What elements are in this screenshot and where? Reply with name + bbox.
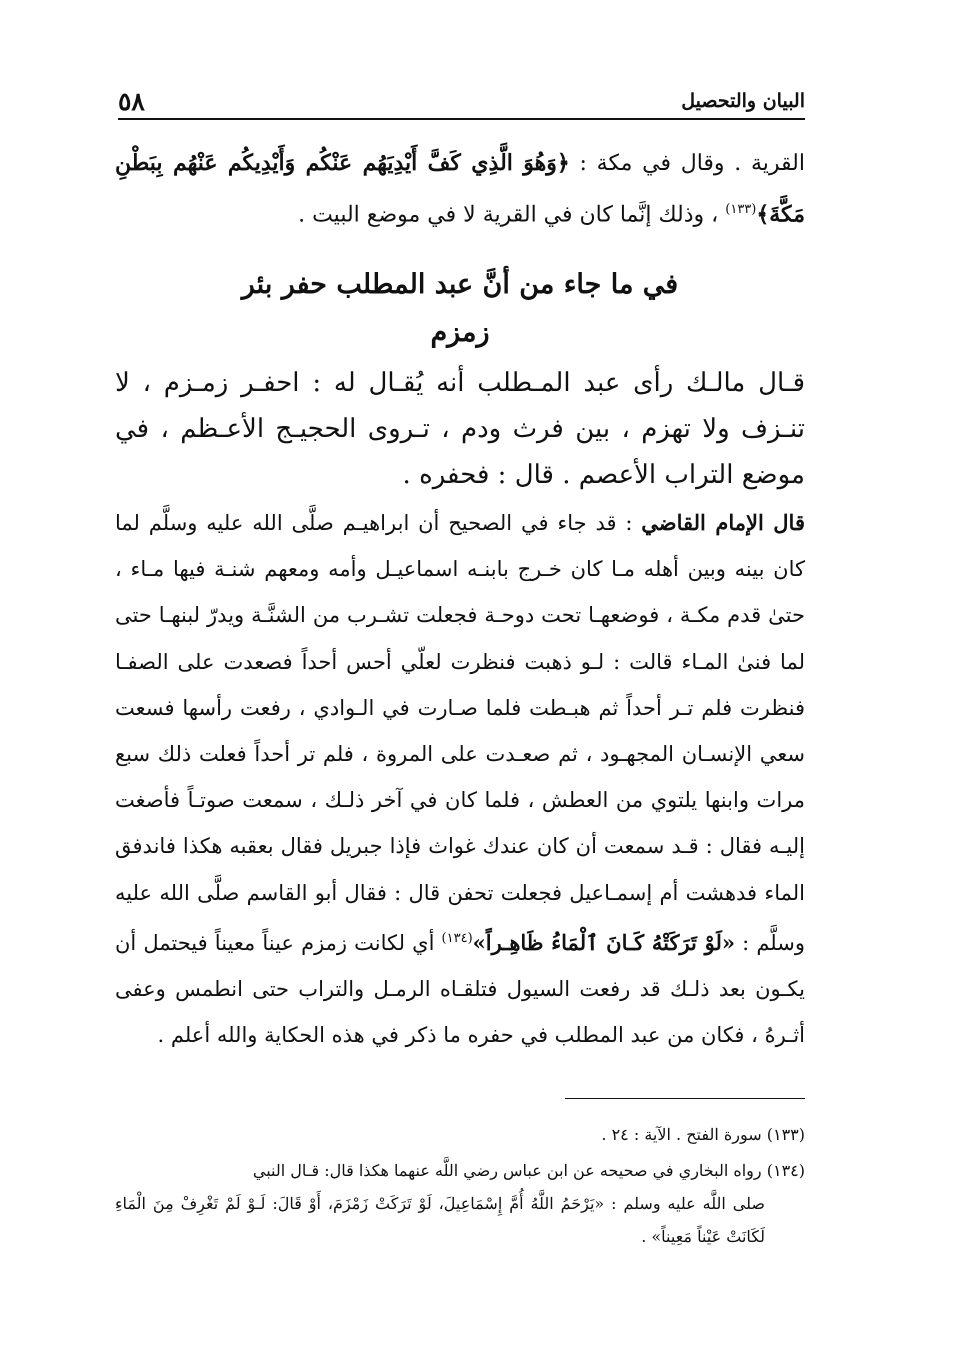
qadi-paragraph [115, 500, 805, 1058]
page-header [118, 84, 805, 120]
quran-verse: ﴿وَهُوَ الَّذِي كَفَّ أَيْدِيَهُم عَنْكُم وَأَيْدِيكُم عَنْهُم بِبَطْنِ مَكَّةَ﴾ [115, 150, 805, 228]
footnote-text: سورة الفتح . الآية : ٢٤ . [601, 1125, 767, 1144]
malik-paragraph: قـال مالـك رأى عبد المـطلب أنه يُقـال له : احفـر زمـزم ، لا تنـزف ولا تهزم ، بين فرث ودم ، تـروى الحجيـج الأعـظم ، في موضع التراب الأعصم . قال : فحفره . [115, 368, 805, 490]
footnote-ref-133: (١٣٣) [725, 202, 757, 217]
section-heading-line2: زمزم [430, 317, 490, 348]
section-heading-line1: في ما جاء من أنَّ عبد المطلب حفر بئر [241, 269, 679, 300]
footnote-number: (١٣٤) [766, 1161, 805, 1180]
footnote-number: (١٣٣) [766, 1125, 805, 1144]
footnote-134 [115, 1154, 805, 1253]
page-number: ٥٨ [118, 86, 145, 116]
qadi-lead: قال الإمام القاضي [641, 510, 805, 535]
footnote-text-rest: صلى اللَّه عليه وسلم : «يَرْحَمُ اللَّهُ أُمَّ إِسْمَاعِيلَ، لَوْ تَرَكَتْ زَمْزَمَ، أَوْ قَالَ: لَـوْ لَمْ تَغْرِفْ مِنَ الْمَاءِ لَكَانَتْ عَيْناً مَعِيناً» . [115, 1194, 765, 1246]
intro-text-after: ، وذلك إنَّما كان في القرية لا في موضع البيت . [298, 202, 726, 228]
running-title: البيان والتحصيل [681, 90, 805, 112]
qadi-text-part1: : قد جاء في الصحيح أن ابراهيـم صلَّى الله عليه وسلَّم لما كان بينه وبين أهله مـا كان خـرج بابنـه اسماعيـل وأمه ومعهم شنـة فيها مـاء ، حتىٰ قدم مكـة ، فوضعهـا تحت دوحـة فجعلت تشـرب من الشنَّـة ويدرّ لبنهـا حتى لما فنىٰ المـاء قالت : لـو ذهبت فنظرت لعلّي أحس أحداً فصعدت على الصفـا فنظرت فلم تـر أحداً ثم هبـطت فلما صـارت في الـوادي ، رفعت رأسها فسعت سعي الإنسـان المجهـود ، ثم صعـدت على المروة ، فلم تر أحداً فعلت ذلك سبع مرات وابنها يلتوي من العطش ، فلما كان في آخر ذلـك ، سمعت صوتـاً فأصغت إليـه فقال : قـد سمعت أن كان عندك غواث فإذا جبريل فقال بعقبه هكذا فاندفق الماء فدهشت أم إسمـاعيل فجعلت تحفن قال : فقال أبو القاسم صلَّى الله عليه وسلَّم : [115, 511, 806, 955]
footnote-133 [115, 1118, 805, 1151]
footnote-text-first: رواه البخاري في صحيحه عن ابن عباس رضي اللَّه عنهما هكذا قال: قـال النبي [252, 1161, 767, 1180]
hadith-quote: «لَوْ تَرَكَتْهُ كَـانَ ٱلْمَاءُ ظَاهِـراً» [472, 929, 736, 955]
intro-text-before: القرية . وقال في مكة : [569, 151, 805, 176]
intro-paragraph [115, 140, 805, 238]
qadi-text-part2: أي لكانت زمزم عيناً معيناً فيحتمل أن يكـون بعد ذلـك قد رفعت السيول فتلقـاه الرمـل والتراب حتى انطمس وعفى أثـرهُ ، فكان من عبد المطلب في حفره ما ذكر في هذه الحكاية والله أعلم . [115, 930, 805, 1048]
footnote-divider [565, 1098, 805, 1099]
footnote-ref-134: (١٣٤) [441, 930, 473, 946]
